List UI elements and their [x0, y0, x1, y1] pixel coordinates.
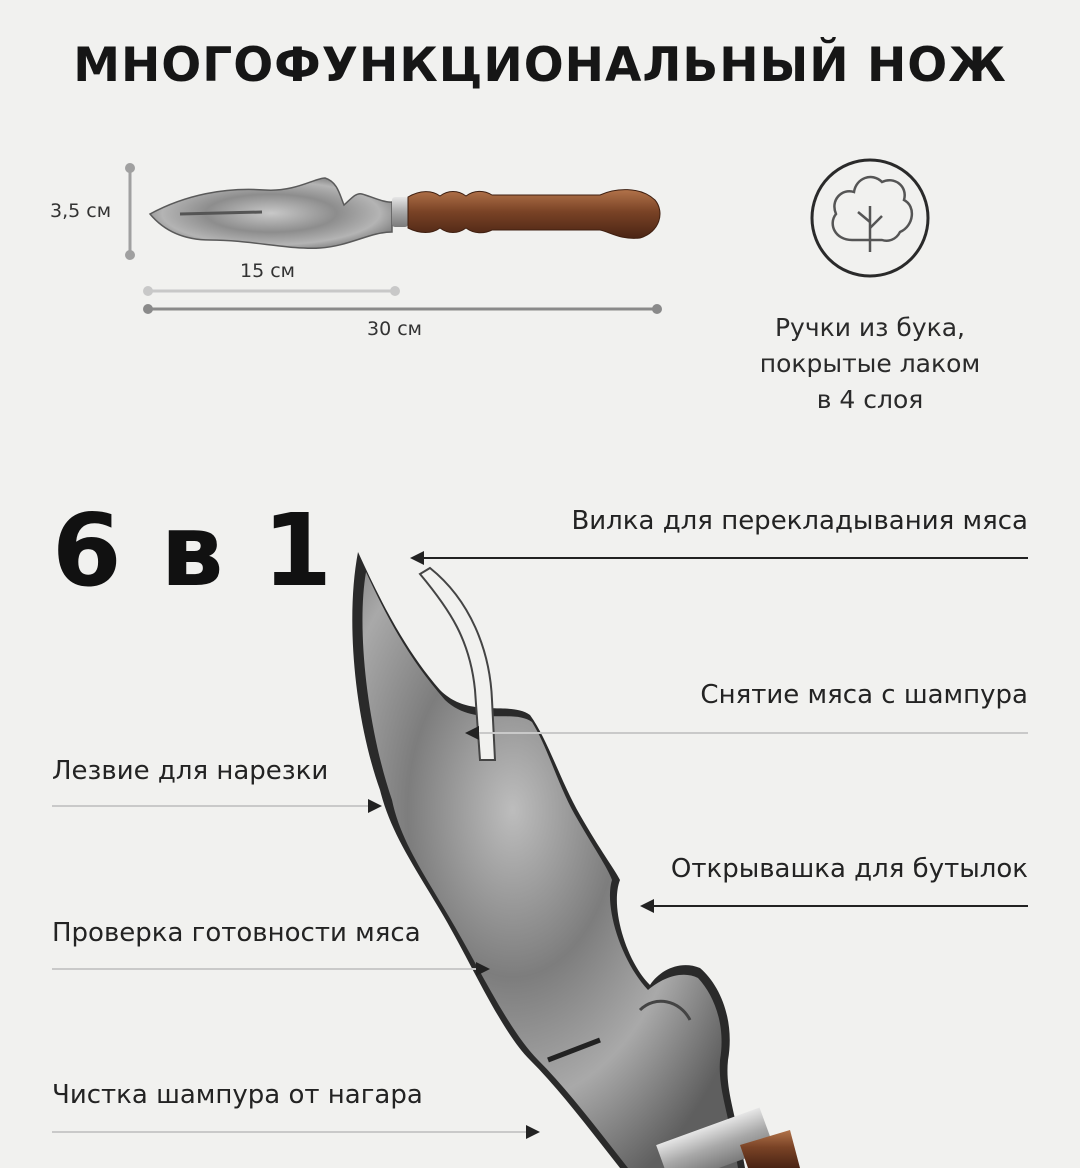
label-bottle-opener: Открывашка для бутылок	[670, 854, 1028, 884]
label-fork: Вилка для перекладывания мяса	[571, 506, 1028, 536]
small-knife-image	[150, 178, 660, 248]
total-length-dimension-line	[143, 304, 662, 314]
six-in-one-headline: 6 в 1	[52, 492, 335, 609]
total-length-label: 30 см	[367, 318, 422, 340]
blade-length-dimension-line	[143, 286, 400, 296]
height-label: 3,5 см	[50, 200, 112, 222]
blade-length-label: 15 см	[240, 260, 295, 282]
pointer-remove-meat	[465, 726, 1028, 740]
tree-icon	[812, 160, 928, 276]
pointer-bottle-opener	[640, 899, 1028, 913]
feature-line-2: покрытые лаком	[759, 349, 981, 378]
pointer-skewer-cleaning	[52, 1125, 540, 1139]
pointer-doneness-check	[52, 962, 490, 976]
feature-line-1: Ручки из бука,	[774, 313, 965, 342]
page-title: МНОГОФУНКЦИОНАЛЬНЫЙ НОЖ	[73, 38, 1007, 93]
label-skewer-cleaning: Чистка шампура от нагара	[52, 1080, 423, 1110]
label-remove-meat: Снятие мяса с шампура	[700, 680, 1028, 710]
height-dimension-line	[125, 163, 135, 260]
feature-line-3: в 4 слоя	[816, 385, 924, 414]
pointer-blade	[52, 799, 382, 813]
pointer-fork	[410, 551, 1028, 565]
label-doneness-check: Проверка готовности мяса	[52, 918, 421, 948]
label-blade: Лезвие для нарезки	[52, 756, 329, 786]
handle-feature-text	[710, 310, 1030, 418]
